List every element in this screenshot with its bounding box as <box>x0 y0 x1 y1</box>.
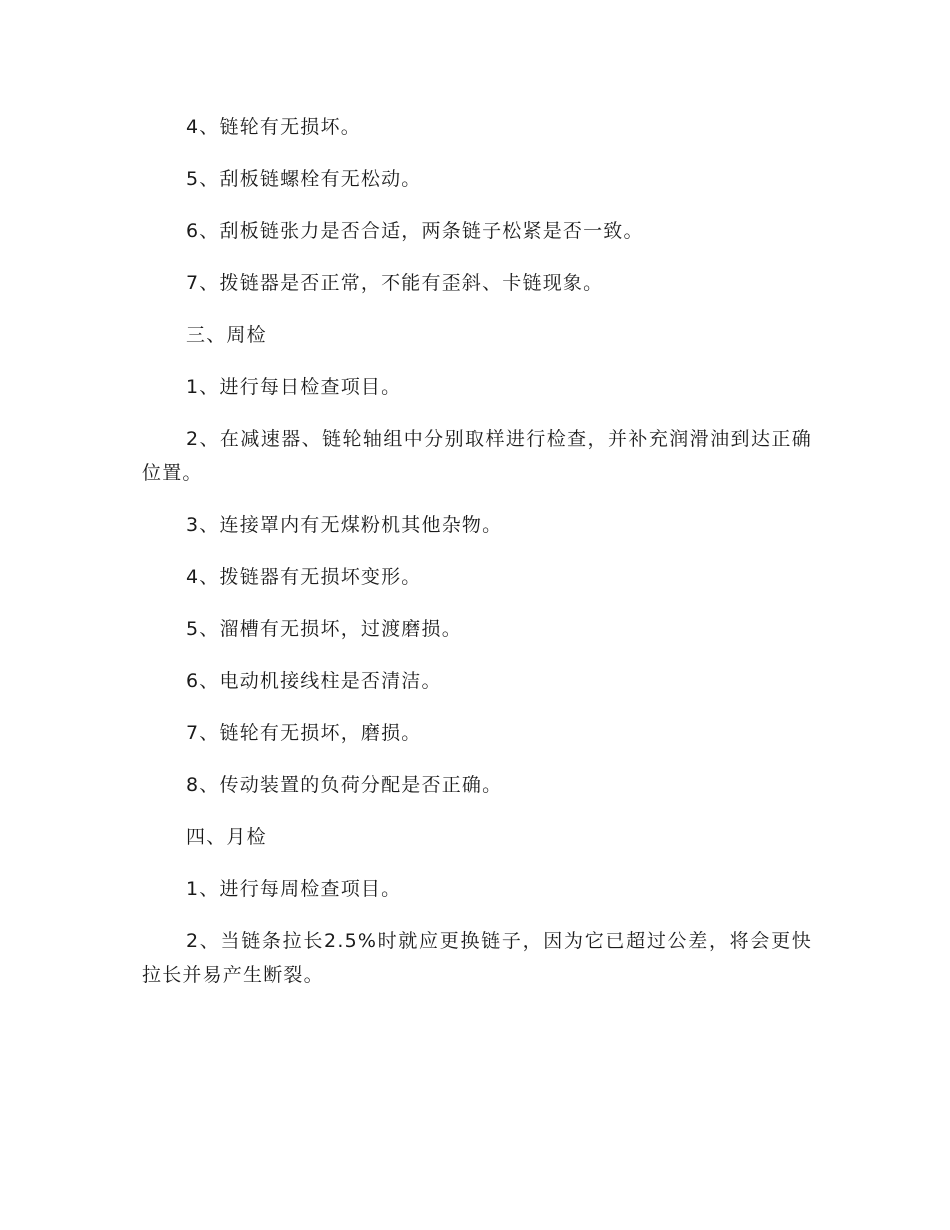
paragraph-weekly-items: 1、进行每周检查项目。 <box>186 878 402 900</box>
paragraph-scraper-bolts: 5、刮板链螺栓有无松动。 <box>186 168 422 190</box>
paragraph-guide-deformation: 4、拨链器有无损坏变形。 <box>186 566 422 588</box>
paragraph-trough-wear: 5、溜槽有无损坏，过渡磨损。 <box>186 618 462 640</box>
paragraph-chain-tension: 6、刮板链张力是否合适，两条链子松紧是否一致。 <box>186 220 644 242</box>
paragraph-chain-replacement: 2、当链条拉长2.5%时就应更换链子，因为它已超过公差，将会更快拉长并易产生断裂。 <box>142 930 812 986</box>
paragraph-oil-sampling: 2、在减速器、链轮轴组中分别取样进行检查，并补充润滑油到达正确位置。 <box>142 428 812 484</box>
paragraph-coupling-cover: 3、连接罩内有无煤粉机其他杂物。 <box>186 514 503 536</box>
paragraph-load-distribution: 8、传动装置的负荷分配是否正确。 <box>186 774 503 796</box>
section-heading-weekly: 三、周检 <box>186 324 267 346</box>
paragraph-daily-items: 1、进行每日检查项目。 <box>186 376 402 398</box>
paragraph-motor-terminals: 6、电动机接线柱是否清洁。 <box>186 670 442 692</box>
paragraph-chain-guide: 7、拨链器是否正常，不能有歪斜、卡链现象。 <box>186 272 604 294</box>
paragraph-sprocket-damage: 4、链轮有无损坏。 <box>186 116 361 138</box>
document-body <box>142 110 812 1010</box>
paragraph-sprocket-wear: 7、链轮有无损坏，磨损。 <box>186 722 422 744</box>
section-heading-monthly: 四、月检 <box>186 826 267 848</box>
